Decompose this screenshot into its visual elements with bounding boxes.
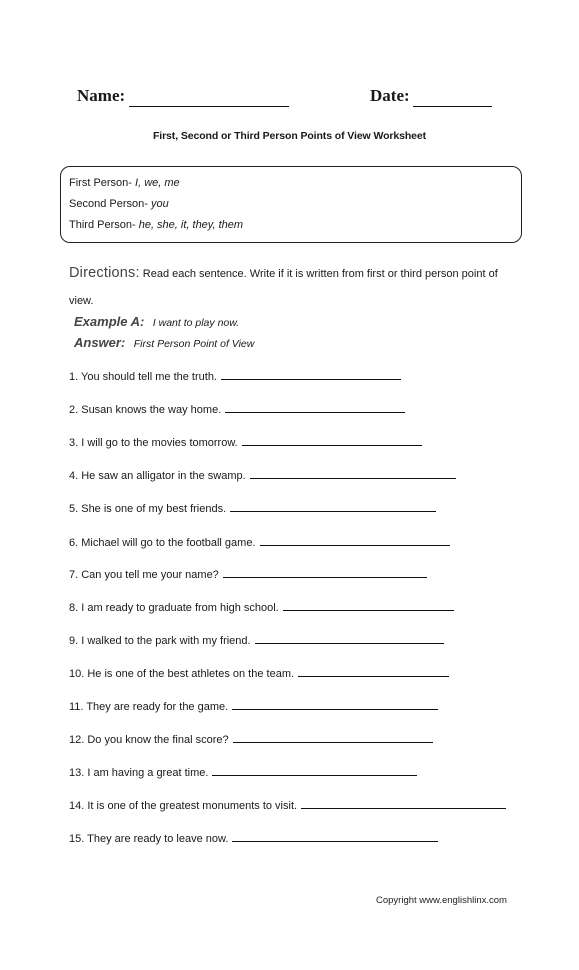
answer-blank[interactable] (242, 445, 422, 446)
answer-blank[interactable] (230, 511, 436, 512)
copyright-notice: Copyright www.englishlinx.com (376, 895, 507, 906)
answer-blank[interactable] (225, 412, 405, 413)
answer-blank[interactable] (260, 545, 450, 546)
question-text: 2. Susan knows the way home. (69, 404, 222, 416)
question-10 (69, 668, 449, 686)
worksheet-title: First, Second or Third Person Points of View Worksheet (152, 130, 427, 142)
question-text: 6. Michael will go to the football game. (69, 537, 256, 549)
pov-third-label: Third Person- (69, 219, 136, 231)
example-label: Example A: (74, 314, 145, 329)
answer-blank[interactable] (283, 610, 454, 611)
answer-blank[interactable] (250, 478, 456, 479)
question-text: 14. It is one of the greatest monuments to visit. (69, 800, 298, 812)
question-12 (69, 734, 433, 752)
question-15 (69, 833, 438, 851)
answer-blank[interactable] (233, 742, 433, 743)
answer-blank[interactable] (223, 577, 427, 578)
question-text: 8. I am ready to graduate from high school. (69, 602, 279, 614)
name-blank (129, 106, 289, 107)
example-answer (74, 334, 254, 352)
pov-first-pronouns: I, we, me (135, 177, 180, 189)
answer-blank[interactable] (301, 808, 506, 809)
question-text: 9. I walked to the park with my friend. (69, 635, 251, 647)
answer-blank[interactable] (232, 709, 438, 710)
directions-heading: Directions: (69, 265, 140, 281)
question-text: 10. He is one of the best athletes on the team. (69, 668, 295, 680)
directions-text: Read each sentence. Write if it is written from first or third person point of view. (69, 268, 498, 307)
answer-blank[interactable] (232, 841, 438, 842)
question-4 (69, 470, 456, 488)
question-8 (69, 602, 454, 620)
example-a (74, 313, 239, 331)
question-1 (69, 371, 401, 389)
pov-second-pronouns: you (150, 198, 169, 210)
pov-second-person (69, 198, 169, 210)
example-text: I want to play now. (152, 317, 240, 329)
question-text: 7. Can you tell me your name? (69, 569, 219, 581)
answer-text: First Person Point of View (133, 338, 255, 350)
question-7 (69, 569, 427, 587)
answer-blank[interactable] (298, 676, 449, 677)
question-text: 13. I am having a great time. (69, 767, 209, 779)
answer-blank[interactable] (212, 775, 417, 776)
question-14 (69, 800, 506, 818)
question-text: 1. You should tell me the truth. (69, 371, 217, 383)
question-text: 5. She is one of my best friends. (69, 503, 227, 515)
question-6 (69, 537, 450, 555)
pov-third-pronouns: he, she, it, they, them (138, 219, 244, 231)
question-text: 11. They are ready for the game. (69, 701, 229, 713)
answer-blank[interactable] (221, 379, 401, 380)
date-label: Date: (370, 86, 410, 105)
pov-third-person (69, 219, 243, 231)
date-blank (413, 106, 492, 107)
directions (69, 260, 519, 315)
question-5 (69, 503, 436, 521)
name-label: Name: (77, 86, 126, 105)
question-2 (69, 404, 405, 422)
question-text: 4. He saw an alligator in the swamp. (69, 470, 246, 482)
question-11 (69, 701, 438, 719)
question-13 (69, 767, 417, 785)
question-3 (69, 437, 422, 455)
header-row (0, 86, 579, 112)
pov-first-person (69, 177, 180, 189)
answer-blank[interactable] (255, 643, 444, 644)
question-text: 12. Do you know the final score? (69, 734, 229, 746)
question-9 (69, 635, 444, 653)
question-text: 15. They are ready to leave now. (69, 833, 229, 845)
pov-reference-box (60, 166, 522, 243)
pov-second-label: Second Person- (69, 198, 148, 210)
question-text: 3. I will go to the movies tomorrow. (69, 437, 238, 449)
answer-label: Answer: (74, 335, 126, 350)
pov-first-label: First Person- (69, 177, 132, 189)
